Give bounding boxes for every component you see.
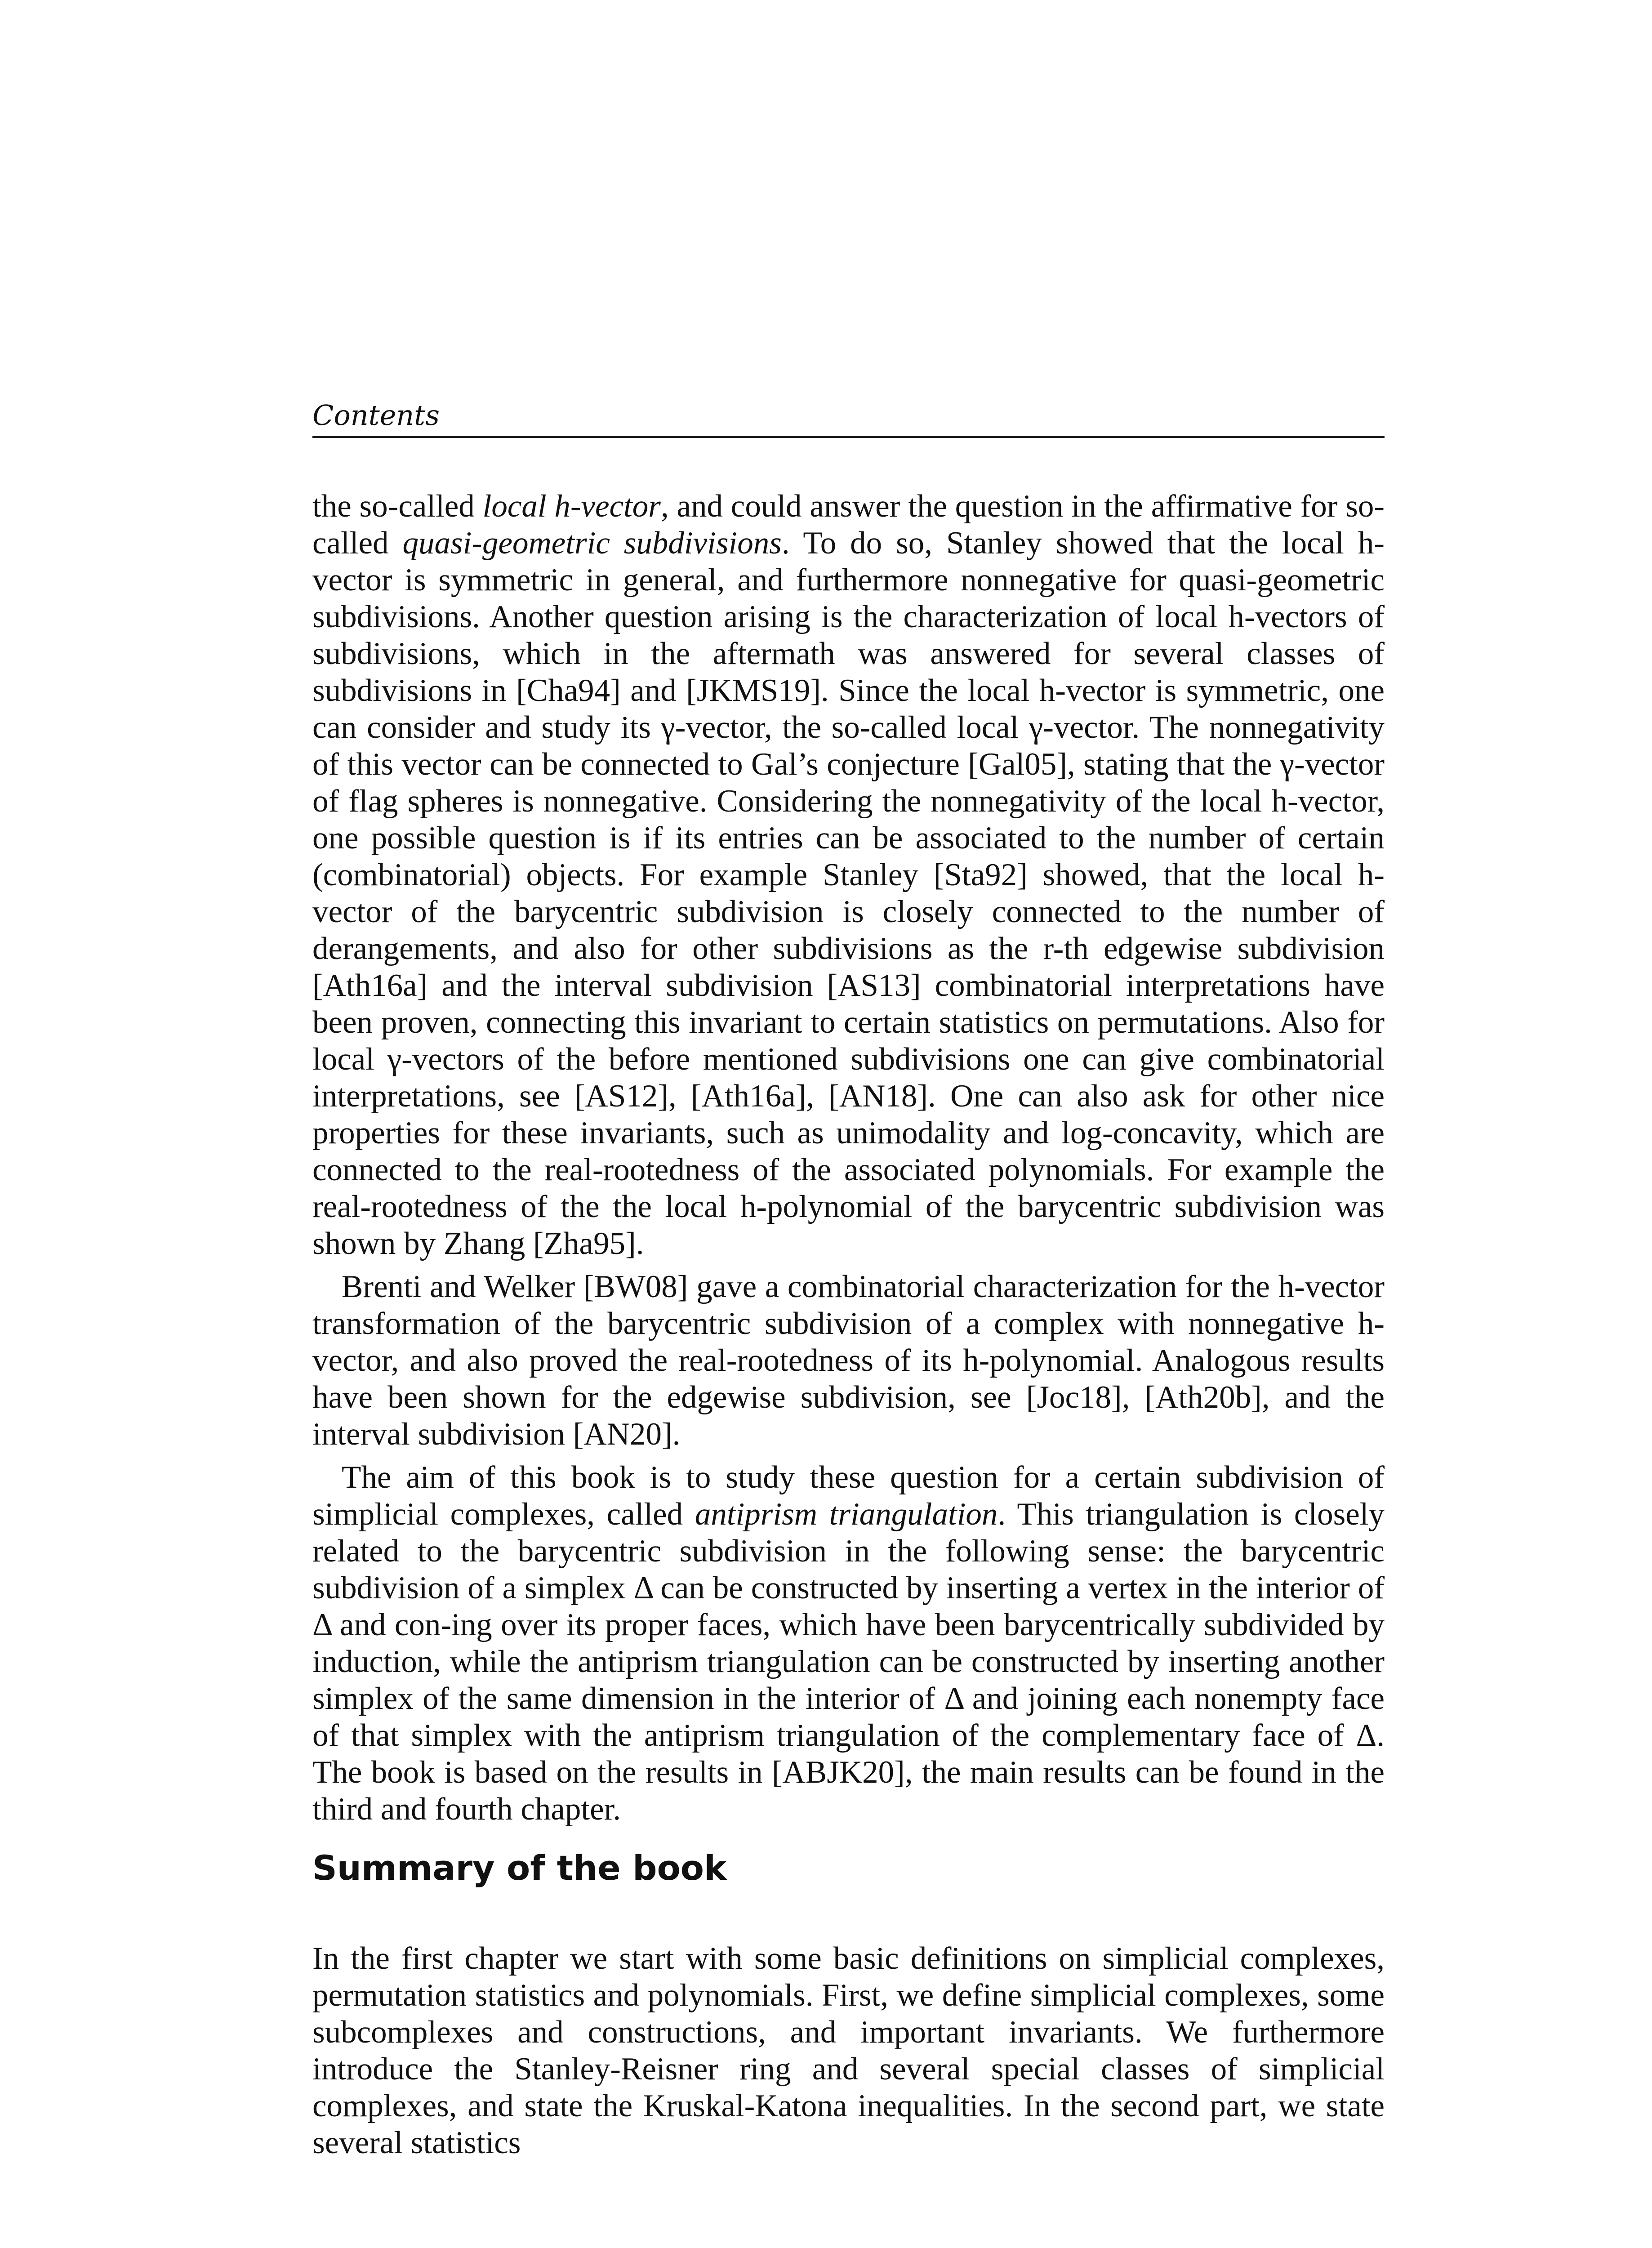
paragraph-3: The aim of this book is to study these question for a certain subdivision of simplicial complexes, called antiprism triangulation. This triangulation is closely related to the barycentric subdivision in the following sense: the barycentric subdivision of a simplex Δ can be constructed by inserting a vertex in the interior of Δ and con-ing over its proper faces, which have been barycentrically subdivided by induction, while the antiprism triangulation can be constructed by inserting another simplex of the same dimension in the interior of Δ and joining each nonempty face of that simplex with the antiprism triangulation of the complementary face of Δ. The book is based on the results in [ABJK20], the main results can be found in the third and fourth chapter. [312, 1460, 1385, 1827]
paragraph-1: the so-called local h-vector, and could answer the question in the affirmative for so-called quasi-geometric subdivisions. To do so, Stanley showed that the local h-vector is symmetric in general, and furthermore nonnegative for quasi-geometric subdivisions. Another question arising is the characterization of local h-vectors of subdivisions, which in the aftermath was answered for several classes of subdivisions in [Cha94] and [JKMS19]. Since the local h-vector is symmetric, one can consider and study its γ-vector, the so-called local γ-vector. The nonnegativity of this vector can be connected to Gal’s conjecture [Gal05], stating that the γ-vector of flag spheres is nonnegative. Considering the nonnegativity of the local h-vector, one possible question is if its entries can be associated to the number of certain (combinatorial) objects. For example Stanley [Sta92] showed, that the local h-vector of the barycentric subdivision is closely connected to the number of derangements, and also for other subdivisions as the r-th edgewise subdivision [Ath16a] and the interval subdivision [AS13] combinatorial interpretations have been proven, connecting this invariant to certain statistics on permutations. Also for local γ-vectors of the before mentioned subdivisions one can give combinatorial interpretations, see [AS12], [Ath16a], [AN18]. One can also ask for other nice properties for these invariants, such as unimodality and log-concavity, which are connected to the real-rootedness of the associated polynomials. For example the real-rootedness of the the local h-polynomial of the barycentric subdivision was shown by Zhang [Zha95]. [312, 489, 1385, 1261]
emphasis-local-h-vector: local h-vector [482, 489, 661, 524]
page-header [312, 396, 1385, 438]
emphasis-antiprism-triangulation: antiprism triangulation [695, 1497, 998, 1532]
emphasis-quasi-geometric: quasi-geometric subdivisions [402, 526, 782, 561]
running-head: Contents [312, 399, 440, 432]
section-heading: Summary of the book [312, 1848, 727, 1888]
paragraph-2: Brenti and Welker [BW08] gave a combinatorial characterization for the h-vector transformation of the barycentric subdivision of a complex with nonnegative h-vector, and also proved the real-rootedness of its h-polynomial. Analogous results have been shown for the edgewise subdivision, see [Joc18], [Ath20b], and the interval subdivision [AN20]. [312, 1269, 1385, 1452]
summary-paragraph-1: In the first chapter we start with some basic definitions on simplicial complexes, permutation statistics and polynomials. First, we define simplicial complexes, some subcomplexes and constructions, and important invariants. We furthermore introduce the Stanley-Reisner ring and several special classes of simplicial complexes, and state the Kruskal-Katona inequalities. In the second part, we state several statistics [312, 1941, 1385, 2160]
body-text [312, 488, 1385, 1828]
summary-text [312, 1940, 1385, 2161]
